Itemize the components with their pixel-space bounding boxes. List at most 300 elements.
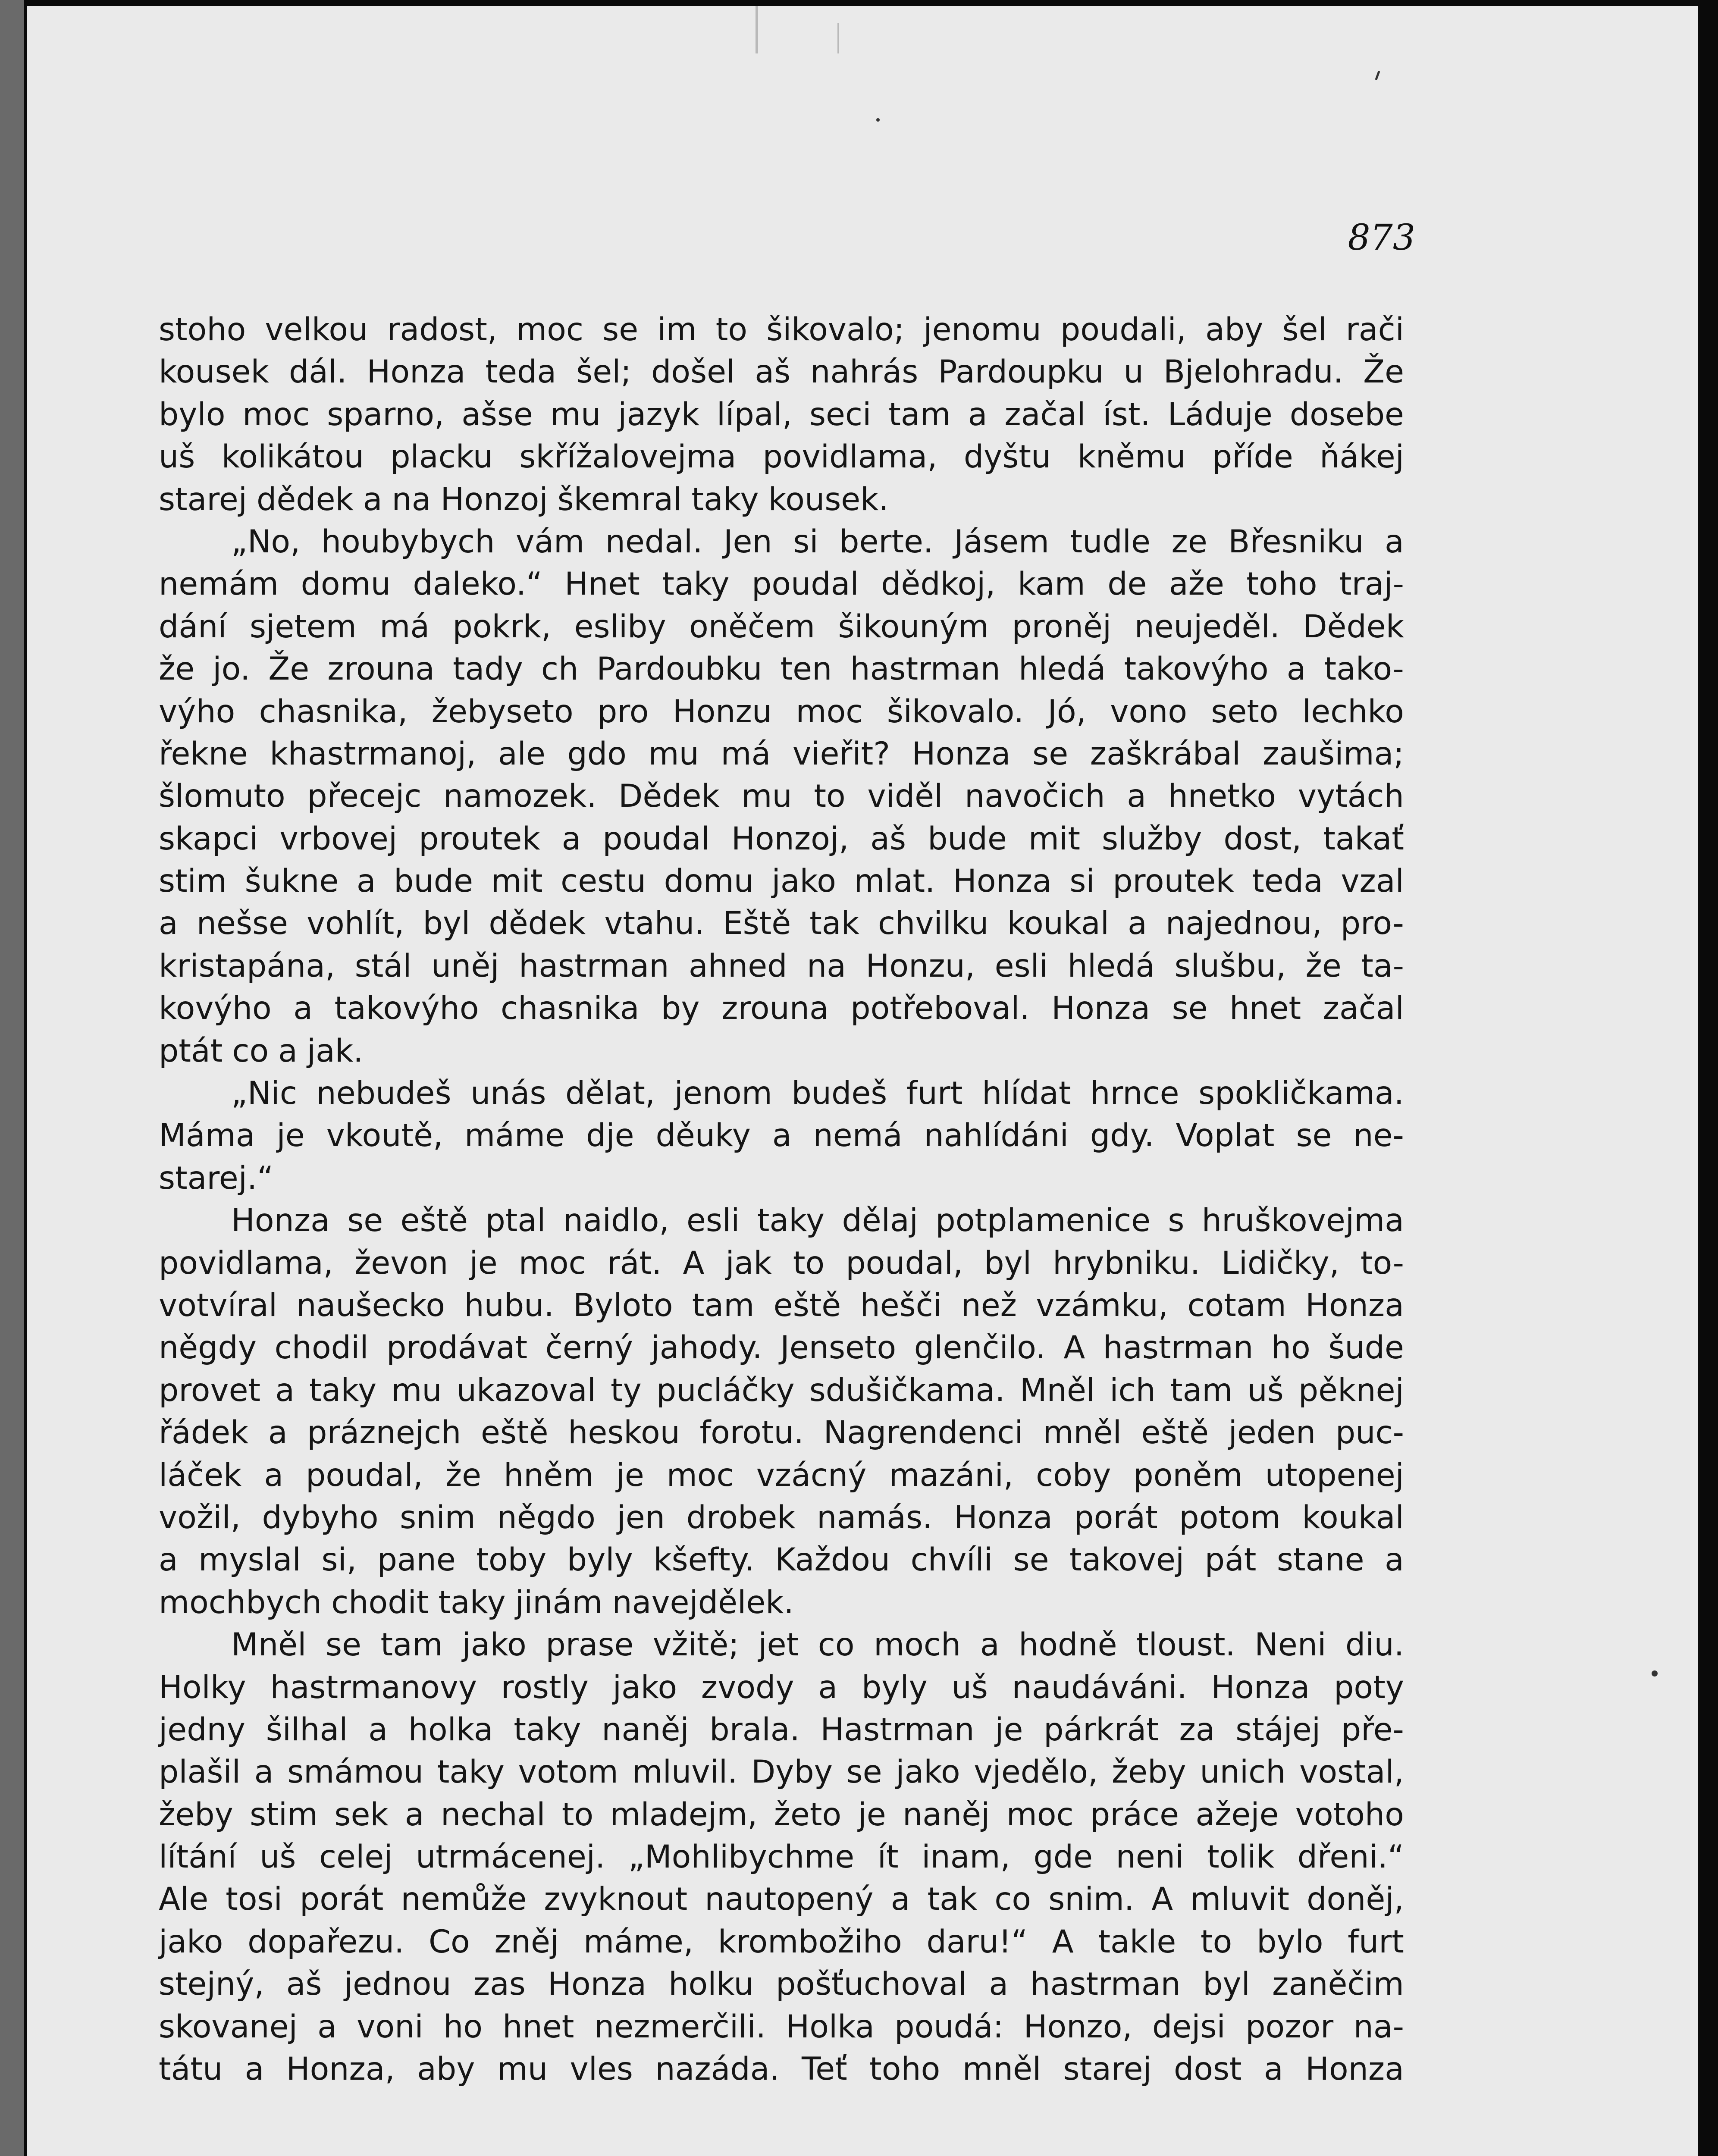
word: jak (725, 1244, 772, 1282)
word: se (325, 1626, 361, 1664)
word: začal (1323, 990, 1404, 1027)
word: šel (1282, 311, 1327, 348)
word: de (1107, 566, 1147, 603)
word: moch (874, 1626, 961, 1664)
word: sparno, (327, 396, 445, 433)
word: ukazoval (456, 1372, 596, 1409)
word: najednou, (1165, 905, 1322, 942)
text-line (159, 1794, 1404, 1836)
word: a (1127, 778, 1147, 815)
word: a (278, 1032, 298, 1069)
word: Jen (723, 523, 772, 560)
word: to (715, 311, 747, 348)
word: dost (1174, 2051, 1242, 2088)
word: naněj (902, 1796, 990, 1833)
word: teda (485, 354, 557, 391)
text-line (159, 775, 1404, 818)
word: votvíral (159, 1287, 277, 1324)
text-line (159, 394, 1404, 436)
word: žeby (159, 1796, 233, 1833)
word: žeby (1111, 1754, 1186, 1791)
word: jenomu (923, 311, 1041, 348)
word: a (1286, 651, 1306, 688)
word: rát. (607, 1244, 662, 1282)
word: kovýho (159, 990, 272, 1027)
word: kněmu (1077, 439, 1186, 476)
text-line (159, 1836, 1404, 1878)
word: Hnet (564, 566, 640, 603)
word: povidlama, (762, 439, 937, 476)
word: jinám (515, 1584, 603, 1621)
word: a (890, 1881, 910, 1918)
word: mněl (962, 2051, 1041, 2088)
word: tak (927, 1881, 978, 1918)
word: neni (1116, 1839, 1184, 1876)
word: poudali, (1060, 311, 1187, 348)
word: vono (1110, 693, 1188, 730)
word: namozek. (443, 778, 597, 815)
text-line (159, 1624, 1404, 1666)
word: poudal, (306, 1457, 423, 1494)
word: Neni (1254, 1626, 1326, 1664)
word: plašil (159, 1754, 241, 1791)
word: naušecko (296, 1287, 445, 1324)
word: chvilku (878, 905, 989, 942)
word: poudal, (846, 1244, 963, 1282)
word: ažeje (1195, 1796, 1279, 1833)
word: lítání (159, 1839, 237, 1876)
text-line (159, 1072, 1404, 1115)
word: takle (1098, 1923, 1176, 1960)
text-line (159, 860, 1404, 903)
word: co (818, 1626, 855, 1664)
word: Honza (231, 1202, 330, 1239)
word: holka (408, 1711, 493, 1748)
text-line (159, 1963, 1404, 2006)
word: se (1032, 735, 1069, 772)
word: mněl (1043, 1414, 1122, 1451)
word: navejdělek. (612, 1584, 794, 1621)
word: rostly (501, 1669, 589, 1706)
word: mit (1028, 820, 1080, 857)
word: chasnika (501, 990, 640, 1027)
word: šel; (576, 354, 632, 391)
word: Honzu, (865, 947, 975, 984)
word: Honzo, (1023, 2008, 1132, 2045)
word: dosebe (1289, 396, 1404, 433)
word: drobek (686, 1499, 796, 1536)
word: pane (377, 1542, 456, 1579)
word: zvyknout (544, 1881, 688, 1918)
word: a (254, 1754, 274, 1791)
word: ptát (159, 1032, 223, 1069)
word: žeto (774, 1796, 842, 1833)
word: tako- (1324, 651, 1404, 688)
text-line (159, 1921, 1404, 1963)
word: gde (1033, 1839, 1093, 1876)
word: A (683, 1244, 705, 1282)
text-line (159, 903, 1404, 945)
word: výho (159, 693, 235, 730)
word: nezmerčili. (594, 2008, 766, 2045)
word: zněj (494, 1923, 559, 1960)
word: řekne (159, 735, 248, 772)
word: nazáda. (655, 2051, 780, 2088)
word: pokrk, (452, 608, 552, 645)
word: aže (1169, 566, 1224, 603)
word: provet (159, 1372, 261, 1409)
word: poty (1334, 1669, 1404, 1706)
word: porát (1074, 1499, 1158, 1536)
word: kolikátou (221, 439, 364, 476)
word: uš (159, 439, 195, 476)
text-line (159, 691, 1404, 733)
word: byl (984, 1244, 1032, 1282)
word: ževon (354, 1244, 448, 1282)
word: Honzu (672, 693, 772, 730)
text-line (159, 2006, 1404, 2048)
word: Ale (159, 1881, 209, 1918)
text-line (159, 309, 1404, 351)
word: hastrman (850, 651, 1000, 688)
word: voni (357, 2008, 423, 2045)
word: daleko.“ (413, 566, 542, 603)
word: Honza, (286, 2051, 395, 2088)
word: to (814, 778, 846, 815)
paper-speck (1652, 1670, 1658, 1677)
word: íst. (1103, 396, 1151, 433)
word: jako (896, 1754, 960, 1791)
word: vytách (1298, 778, 1404, 815)
word: stane (1276, 1542, 1364, 1579)
word: to (1201, 1923, 1232, 1960)
word: a (1385, 1542, 1404, 1579)
word: je (276, 1117, 305, 1154)
word: prase (545, 1626, 634, 1664)
word: slušbu, (1174, 947, 1286, 984)
word: moc (242, 396, 310, 433)
word: zrouna (327, 651, 435, 688)
word: starej (1063, 2051, 1152, 2088)
word: traj- (1339, 566, 1404, 603)
word: utrmácenej. (416, 1839, 605, 1876)
word: tloust. (1136, 1626, 1235, 1664)
word: u (1123, 354, 1144, 391)
page-number: 873 (1348, 217, 1415, 258)
word: diu. (1345, 1626, 1404, 1664)
word: stál (354, 947, 412, 984)
word: nechal (440, 1796, 545, 1833)
word: A (1052, 1923, 1074, 1960)
word: tam (1170, 1372, 1233, 1409)
word: jako (462, 1626, 527, 1664)
word: Že (1363, 354, 1404, 391)
word: cestu (561, 863, 646, 900)
word: Honza (953, 1499, 1053, 1536)
word: Honza (953, 863, 1052, 900)
word: koukal (1007, 905, 1110, 942)
text-line (159, 1454, 1404, 1497)
word: dje (586, 1117, 634, 1154)
word: s (1168, 1202, 1185, 1239)
word: brala. (709, 1711, 800, 1748)
word: toby (476, 1542, 547, 1579)
word: Honza (1051, 990, 1151, 1027)
word: zvody (701, 1669, 794, 1706)
word: hruškovejma (1201, 1202, 1404, 1239)
word: vžitě; (652, 1626, 739, 1664)
word: domu (664, 863, 754, 900)
word: pát (1204, 1542, 1257, 1579)
word: smámou (287, 1754, 424, 1791)
word: vjedělo, (974, 1754, 1098, 1791)
word: teda (1252, 863, 1323, 900)
word: něgdy (159, 1329, 257, 1366)
word: vzámku, (1036, 1287, 1169, 1324)
word: ho (1271, 1329, 1310, 1366)
word: gdo (567, 735, 627, 772)
word: se (1172, 990, 1208, 1027)
word: A (1151, 1881, 1173, 1918)
word: moc (518, 1244, 586, 1282)
word: a (1264, 2051, 1283, 2088)
word: máme (464, 1117, 565, 1154)
word: by (661, 990, 700, 1027)
word: prodávat (386, 1329, 528, 1366)
word: mit (491, 863, 543, 900)
word: skřížalovejma (519, 439, 737, 476)
word: stim (250, 1796, 318, 1833)
word: taky (662, 566, 730, 603)
word: a (404, 1796, 424, 1833)
word: škemral (557, 481, 682, 518)
word: poudal (602, 820, 710, 857)
text-line (159, 1242, 1404, 1285)
word: taky (438, 1584, 506, 1621)
word: Eště (723, 905, 791, 942)
word: párkrát (1044, 1711, 1159, 1748)
word: tátu (159, 2051, 223, 2088)
word: bylo (1257, 1923, 1323, 1960)
word: Hastrman (820, 1711, 975, 1748)
word: ptal (485, 1202, 546, 1239)
word: je (469, 1244, 498, 1282)
word: a (268, 1414, 288, 1451)
word: Dědek (618, 778, 720, 815)
word: šukne (245, 863, 339, 900)
word: řádek (159, 1414, 249, 1451)
word: „Mohlibychme (628, 1839, 855, 1876)
word: taky (757, 1202, 825, 1239)
word: a (264, 1457, 284, 1494)
word: práce (1090, 1796, 1179, 1833)
word: šlomuto (159, 778, 285, 815)
word: naněj (602, 1711, 689, 1748)
text-line (159, 1497, 1404, 1539)
word: hastrman (1030, 1966, 1181, 2003)
word: utopenej (1265, 1457, 1404, 1494)
word: co (994, 1881, 1031, 1918)
word: šikovalo. (887, 693, 1024, 730)
word: si, (321, 1542, 357, 1579)
word: stoho (159, 311, 246, 348)
word: a (968, 396, 988, 433)
word: Láduje (1167, 396, 1273, 433)
word: hledá (1067, 947, 1155, 984)
word: jako (771, 863, 836, 900)
word: Honza (912, 735, 1011, 772)
word: dopařezu. (248, 1923, 404, 1960)
word: a (1385, 523, 1404, 560)
word: daru!“ (926, 1923, 1028, 1960)
word: služby (1101, 820, 1202, 857)
word: a (159, 905, 178, 942)
word: takovýho (1124, 651, 1269, 688)
word: hastrmanovy (270, 1669, 477, 1706)
text-line (159, 563, 1404, 605)
word: bylo (159, 396, 226, 433)
word: esliby (574, 608, 666, 645)
text-line (159, 351, 1404, 393)
word: doněj, (1307, 1881, 1404, 1918)
word: moc (666, 1457, 734, 1494)
word: takovýho (334, 990, 479, 1027)
word: sek (334, 1796, 389, 1833)
word: houbybych (321, 523, 495, 560)
word: Jó, (1047, 693, 1086, 730)
book-page (27, 6, 1698, 2156)
word: glenčilo. (914, 1329, 1046, 1366)
word: ten (780, 651, 832, 688)
word: viděl (867, 778, 943, 815)
word: im (657, 311, 697, 348)
word: se (602, 311, 639, 348)
word: Honzoj, (731, 820, 849, 857)
word: na (392, 481, 431, 518)
word: ho (443, 2008, 483, 2045)
text-line (159, 1878, 1404, 1921)
word: sdušičkama. (809, 1372, 1005, 1409)
word: potom (1179, 1499, 1281, 1536)
text-line (159, 521, 1404, 563)
text-line (159, 1369, 1404, 1412)
word: začal (1004, 396, 1086, 433)
word: tolik (1207, 1839, 1275, 1876)
word: velkou (265, 311, 368, 348)
word: Co (429, 1923, 470, 1960)
word: tam (888, 396, 951, 433)
word: toho (1246, 566, 1317, 603)
word: přecejc (307, 778, 422, 815)
word: mu (497, 2051, 548, 2088)
word: furt (1348, 1923, 1404, 1960)
word: dělat, (565, 1075, 655, 1112)
text-line (159, 1412, 1404, 1454)
word: hodně (1019, 1626, 1117, 1664)
word: něgdo (497, 1499, 596, 1536)
word: seto (1211, 693, 1279, 730)
word: na- (1353, 2008, 1404, 2045)
word: kam (1017, 566, 1085, 603)
word: a (980, 1626, 1000, 1664)
word: lechko (1302, 693, 1404, 730)
word: hledá (1018, 651, 1106, 688)
word: a (1128, 905, 1147, 942)
word: nemám (159, 566, 279, 603)
word: a (245, 2051, 264, 2088)
word: zaškrábal (1090, 735, 1241, 772)
word: vožil, (159, 1499, 241, 1536)
word: to (793, 1244, 825, 1282)
word: máme, (583, 1923, 694, 1960)
word: unás (470, 1075, 546, 1112)
word: ale (498, 735, 545, 772)
word: lípal, (716, 396, 793, 433)
word: má (379, 608, 430, 645)
word: pucláčky (656, 1372, 795, 1409)
word: aš (755, 354, 791, 391)
word: a (363, 481, 382, 518)
word: zaušima; (1262, 735, 1404, 772)
word: khastrmanoj, (270, 735, 477, 772)
word: A (1063, 1329, 1085, 1366)
word: cotam (1187, 1287, 1286, 1324)
word: jednou (344, 1966, 451, 2003)
text-line (159, 1709, 1404, 1751)
word: furt (906, 1075, 963, 1112)
word: taky (514, 1711, 581, 1748)
word: byly (567, 1542, 633, 1579)
word: kšefty. (653, 1542, 755, 1579)
word: šikouným (838, 608, 989, 645)
word: neujeděl. (1134, 608, 1280, 645)
word: rači (1345, 311, 1404, 348)
word: příde (1212, 439, 1293, 476)
word: tam (380, 1626, 443, 1664)
word: nešse (196, 905, 288, 942)
word: unich (1200, 1754, 1286, 1791)
word: nautopený (705, 1881, 874, 1918)
word: placku (390, 439, 493, 476)
word: nahlídáni (924, 1117, 1069, 1154)
text-line (159, 2048, 1404, 2090)
word: a (293, 990, 313, 1027)
word: jak. (307, 1032, 364, 1069)
text-line (159, 987, 1404, 1030)
word: eště (773, 1287, 841, 1324)
text-line (159, 1285, 1404, 1327)
word: Bjelohradu. (1163, 354, 1343, 391)
word: vzal (1341, 863, 1404, 900)
word: dřeni.“ (1297, 1839, 1404, 1876)
word: Pardoubku (596, 651, 762, 688)
word: Holky (159, 1669, 246, 1706)
word: hastrman (1103, 1329, 1254, 1366)
word: porát (299, 1881, 384, 1918)
word: jenom (674, 1075, 772, 1112)
word: mochbych (159, 1584, 322, 1621)
word: nemůže (401, 1881, 527, 1918)
word: naidlo, (563, 1202, 669, 1239)
word: moc (1006, 1796, 1074, 1833)
word: pro (597, 693, 649, 730)
word: myslal (198, 1542, 301, 1579)
word: jako (612, 1669, 677, 1706)
word: moc (516, 311, 584, 348)
word: vieřit? (792, 735, 890, 772)
word: ze (1171, 523, 1207, 560)
word: a (275, 1372, 295, 1409)
